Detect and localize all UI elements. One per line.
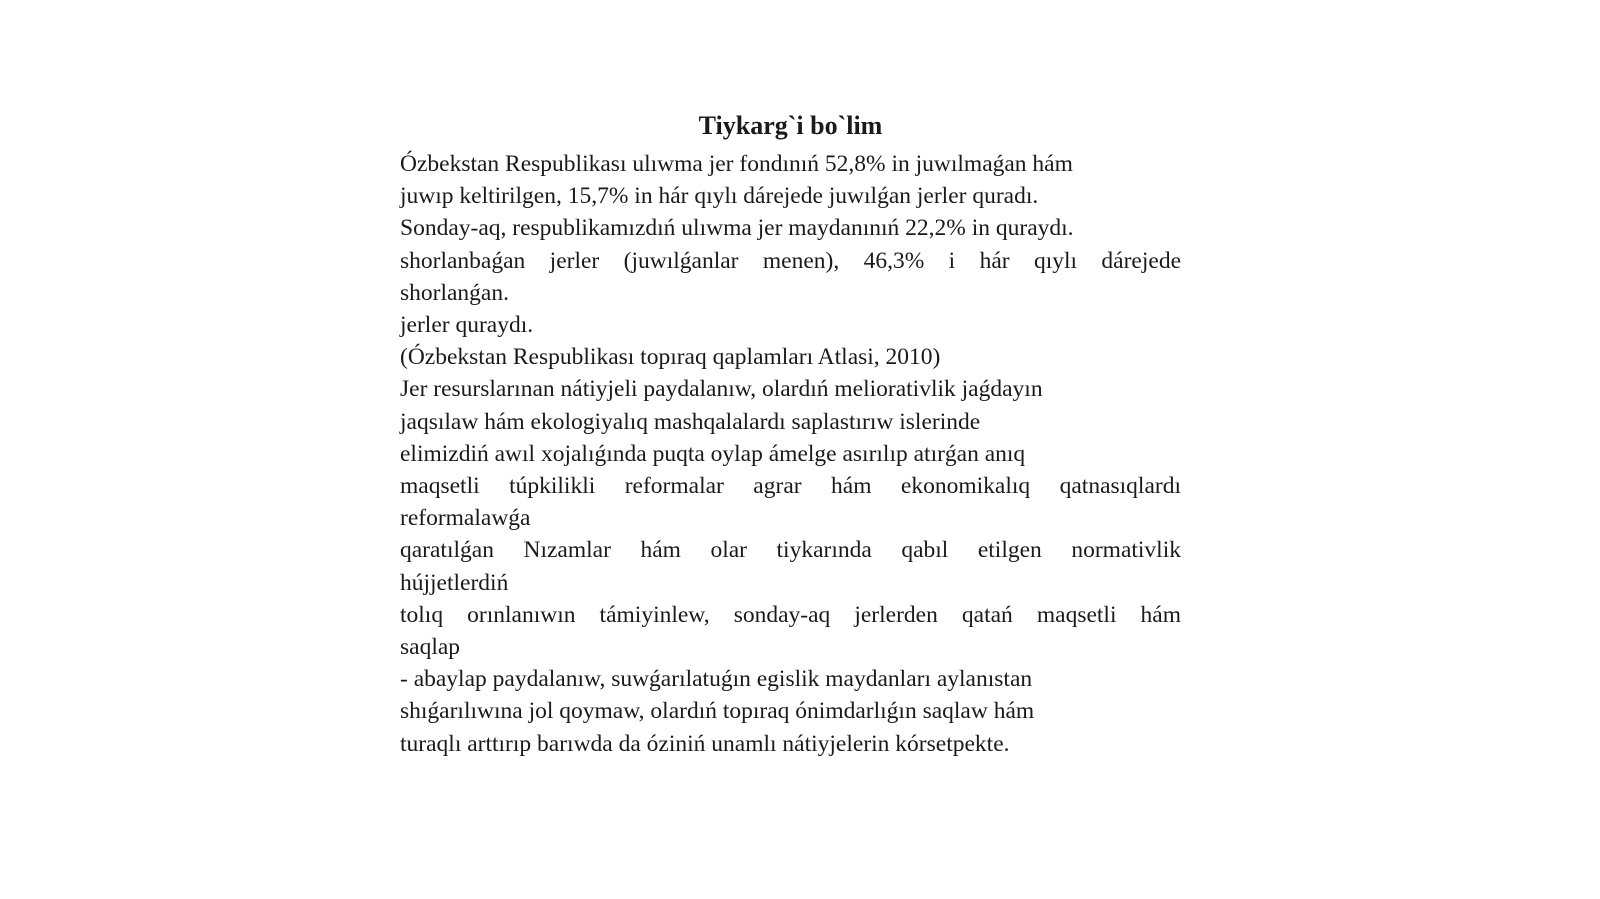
text-line: Ózbekstan Respublikası ulıwma jer fondınıń 52,8% in juwılmaǵan hám: [400, 151, 1073, 177]
text-line: tolıq orınlanıwın támiyinlew, sonday-aq jerlerden qatań maqsetli hám: [400, 601, 1181, 628]
text-line: turaqlı arttırıp barıwda da óziniń unamlı nátiyjelerin kórsetpekte.: [400, 730, 1010, 757]
text-line: Sonday-aq, respublikamızdıń ulıwma jer maydanınıń 22,2% in quraydı.: [400, 215, 1074, 242]
text-line: - abaylap paydalanıw, suwǵarılatuǵın egislik maydanları aylanıstan: [400, 666, 1033, 693]
text-line: jerler quraydı.: [400, 312, 534, 339]
text-line: saqlap: [400, 634, 461, 661]
text-line: shorlanǵan.: [400, 279, 509, 306]
text-line: jaqsılaw hám ekologiyalıq mashqalalardı saplastırıw islerinde: [400, 408, 981, 435]
text-line: elimizdiń awıl xojalıǵında puqta oylap ámelge asırılıp atırǵan anıq: [400, 440, 1026, 467]
page-title: Tiykarg`i bo`lim: [698, 111, 883, 140]
text-line: maqsetli túpkilikli reformalar agrar hám ekonomikalıq qatnasıqlardı: [400, 473, 1181, 500]
text-line: hújjetlerdiń: [400, 569, 509, 596]
text-line: (Ózbekstan Respublikası topıraq qaplamları Atlasi, 2010): [400, 344, 941, 371]
text-line: juwıp keltirilgen, 15,7% in hár qıylı dárejede juwılǵan jerler quradı.: [400, 183, 1039, 210]
body-text: [400, 148, 1181, 760]
text-line: reformalawǵa: [400, 505, 531, 532]
text-line: shorlanbaǵan jerler (juwılǵanlar menen), 46,3% i hár qıylı dárejede: [400, 247, 1181, 274]
text-line: qaratılǵan Nızamlar hám olar tiykarında qabıl etilgen normativlik: [400, 537, 1181, 564]
text-line: shıǵarılıwına jol qoymaw, olardıń topıraq ónimdarlıǵın saqlaw hám: [400, 698, 1035, 725]
text-line: Jer resurslarınan nátiyjeli paydalanıw, olardıń meliorativlik jaǵdayın: [400, 376, 1043, 403]
